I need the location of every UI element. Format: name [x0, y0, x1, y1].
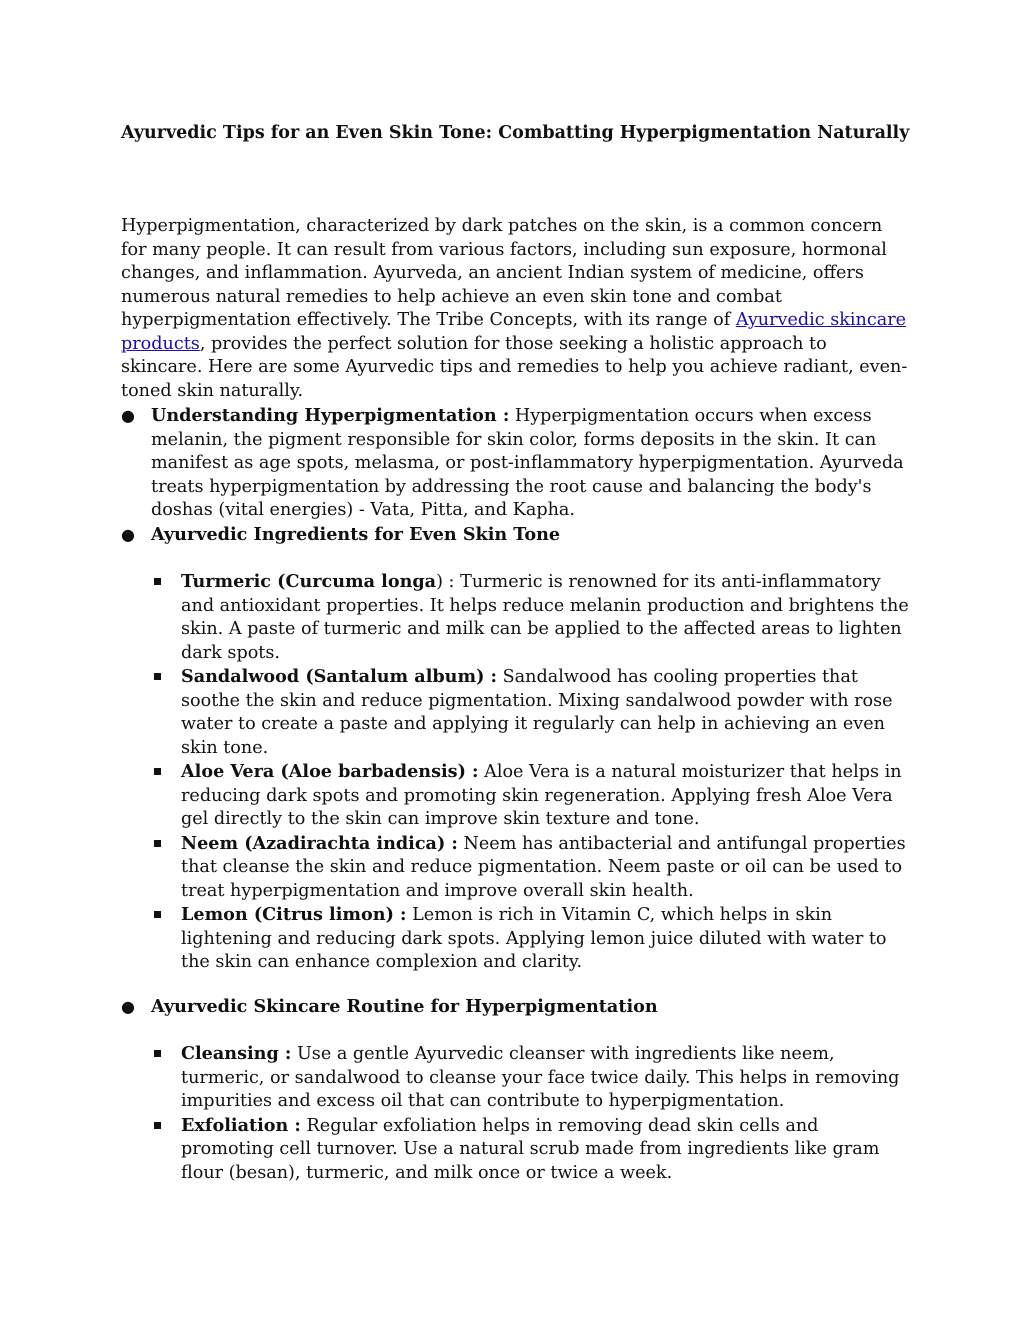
ingredient-heading-tail: ): [436, 572, 443, 592]
list-item-turmeric: [151, 570, 911, 665]
ingredient-text: Aloe Vera is a natural moisturizer that helps in reducing dark spots and promoting skin regeneration. Applying fresh Aloe Vera gel directly to the skin can improve skin texture and tone.: [181, 762, 902, 829]
square-bullet-icon: [154, 1050, 161, 1057]
ingredient-heading: Neem (Azadirachta indica) :: [181, 832, 458, 854]
routine-text: Use a gentle Ayurvedic cleanser with ingredients like neem, turmeric, or sandalwood to cleanse your face twice daily. This helps in removing impurities and excess oil that can contribute to hyperpigmentation.: [181, 1044, 900, 1111]
bullet-dot-icon: ●: [121, 525, 135, 544]
bullet-dot-icon: ●: [121, 406, 135, 425]
list-item: [121, 404, 921, 523]
document-title: Ayurvedic Tips for an Even Skin Tone: Combatting Hyperpigmentation Naturally: [121, 123, 910, 143]
bullet-text: Hyperpigmentation occurs when excess melanin, the pigment responsible for skin color, forms deposits in the skin. It can manifest as age spots, melasma, or post-inflammatory hyperpigmentation. Ayurveda treats hyperpigmentation by addressing the root cause and balancing the body's doshas (vital energies) - Vata, Pitta, and Kapha.: [151, 406, 904, 520]
ayurvedic-skincare-products-link[interactable]: Ayurvedic skincare products: [121, 310, 907, 354]
list-item-aloe-vera: [151, 760, 911, 832]
ingredient-heading: Sandalwood (Santalum album) :: [181, 666, 498, 687]
square-bullet-icon: [154, 911, 161, 918]
list-item: [121, 995, 921, 1020]
list-item-neem: [151, 832, 911, 904]
intro-text-start: Hyperpigmentation, characterized by dark patches on the skin, is a common concern for many people. It can result from various factors, including sun exposure, hormonal changes, and inflammation. Ayurveda, an ancient Indian system of medicine, offers numerous natural remedies to help achieve an even skin tone and combat hyperpigmentation effectively. The Tribe Concepts, with its range of: [121, 216, 887, 330]
ingredient-text: Neem has antibacterial and antifungal properties that cleanse the skin and reduce pigmentation. Neem paste or oil can be used to treat hyperpigmentation and improve overall skin health.: [181, 833, 906, 901]
bullet-understanding: [121, 404, 921, 523]
bullet-routine: [121, 995, 921, 1020]
square-bullet-icon: [154, 673, 161, 680]
bullet-ingredients: [121, 523, 921, 548]
square-bullet-icon: [154, 840, 161, 847]
intro-text-end: , provides the perfect solution for those seeking a holistic approach to skincare. Here are some Ayurvedic tips and remedies to help you achieve radiant, even-toned skin naturally.: [121, 333, 908, 401]
ingredient-text: Lemon is rich in Vitamin C, which helps in skin lightening and reducing dark spots. Applying lemon juice diluted with water to the skin can enhance complexion and clarity.: [181, 905, 887, 972]
routine-heading: Exfoliation :: [181, 1114, 301, 1136]
routine-text: Regular exfoliation helps in removing dead skin cells and promoting cell turnover. Use a natural scrub made from ingredients like gram flour (besan), turmeric, and milk once or twice a week.: [181, 1115, 880, 1183]
list-item-cleansing: [151, 1042, 911, 1114]
ingredient-text: Sandalwood has cooling properties that soothe the skin and reduce pigmentation. Mixing sandalwood powder with rose water to create a paste and applying it regularly can help in achieving an even skin tone.: [181, 667, 893, 758]
intro-paragraph: [121, 215, 911, 403]
ingredients-list: [151, 570, 911, 975]
square-bullet-icon: [154, 768, 161, 775]
bullet-dot-icon: ●: [121, 997, 135, 1016]
routine-heading: Cleansing :: [181, 1043, 292, 1064]
list-item-lemon: [151, 903, 911, 975]
square-bullet-icon: [154, 578, 161, 585]
list-item-sandalwood: [151, 665, 911, 760]
bullet-heading: Understanding Hyperpigmentation :: [151, 405, 510, 426]
ingredient-heading: Lemon (Citrus limon) :: [181, 904, 407, 925]
ingredient-heading: Turmeric (Curcuma longa: [181, 571, 437, 592]
bullet-heading: Ayurvedic Ingredients for Even Skin Tone: [151, 524, 561, 545]
list-item-exfoliation: [151, 1114, 911, 1186]
list-item: [121, 523, 921, 548]
ingredient-text: : Turmeric is renowned for its anti-inflammatory and antioxidant properties. It helps reduce melanin production and brightens the skin. A paste of turmeric and milk can be applied to the affected areas to lighten dark spots.: [181, 572, 909, 663]
ingredient-heading: Aloe Vera (Aloe barbadensis) :: [181, 761, 479, 782]
routine-list: [151, 1042, 911, 1185]
bullet-heading: Ayurvedic Skincare Routine for Hyperpigmentation: [151, 996, 658, 1017]
square-bullet-icon: [154, 1122, 161, 1129]
